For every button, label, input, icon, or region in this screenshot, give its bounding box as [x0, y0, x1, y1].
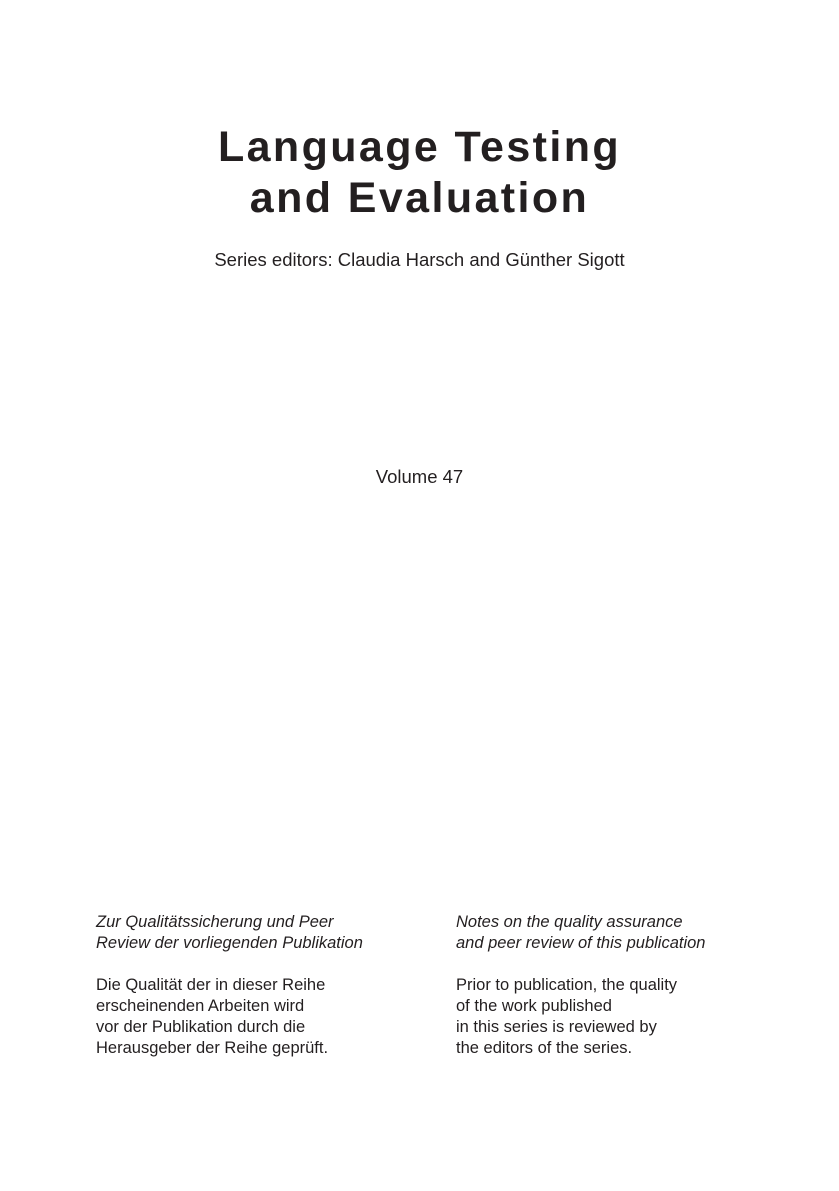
notice-english-heading-line: Notes on the quality assurance [456, 913, 683, 931]
notice-english-heading-line: and peer review of this publication [456, 934, 706, 952]
notice-german-body [96, 975, 363, 1059]
notice-german-body-line: erscheinenden Arbeiten wird [96, 997, 305, 1015]
series-editors: Series editors: Claudia Harsch and Günther Sigott [214, 249, 625, 270]
notice-german-body-line: Herausgeber der Reihe geprüft. [96, 1039, 329, 1057]
notice-german-heading-line: Zur Qualitätssicherung und Peer [96, 913, 334, 931]
series-title-line-2: and Evaluation [249, 174, 590, 222]
notice-english-body-line: of the work published [456, 997, 612, 1015]
notice-english-heading [456, 912, 705, 954]
notice-english-body [456, 975, 705, 1059]
notice-german-body-line: Die Qualität der in dieser Reihe [96, 976, 326, 994]
notice-english-body-line: Prior to publication, the quality [456, 976, 678, 994]
notice-english-body-line: the editors of the series. [456, 1039, 633, 1057]
series-title [0, 122, 839, 224]
series-title-line-1: Language Testing [217, 123, 622, 171]
notice-english [456, 912, 705, 1059]
notice-english-body-line: in this series is reviewed by [456, 1018, 657, 1036]
notice-german-body-line: vor der Publikation durch die [96, 1018, 306, 1036]
notice-german [96, 912, 363, 1059]
volume-number: Volume 47 [375, 466, 464, 487]
notice-german-heading-line: Review der vorliegenden Publikation [96, 934, 363, 952]
notice-german-heading [96, 912, 363, 954]
